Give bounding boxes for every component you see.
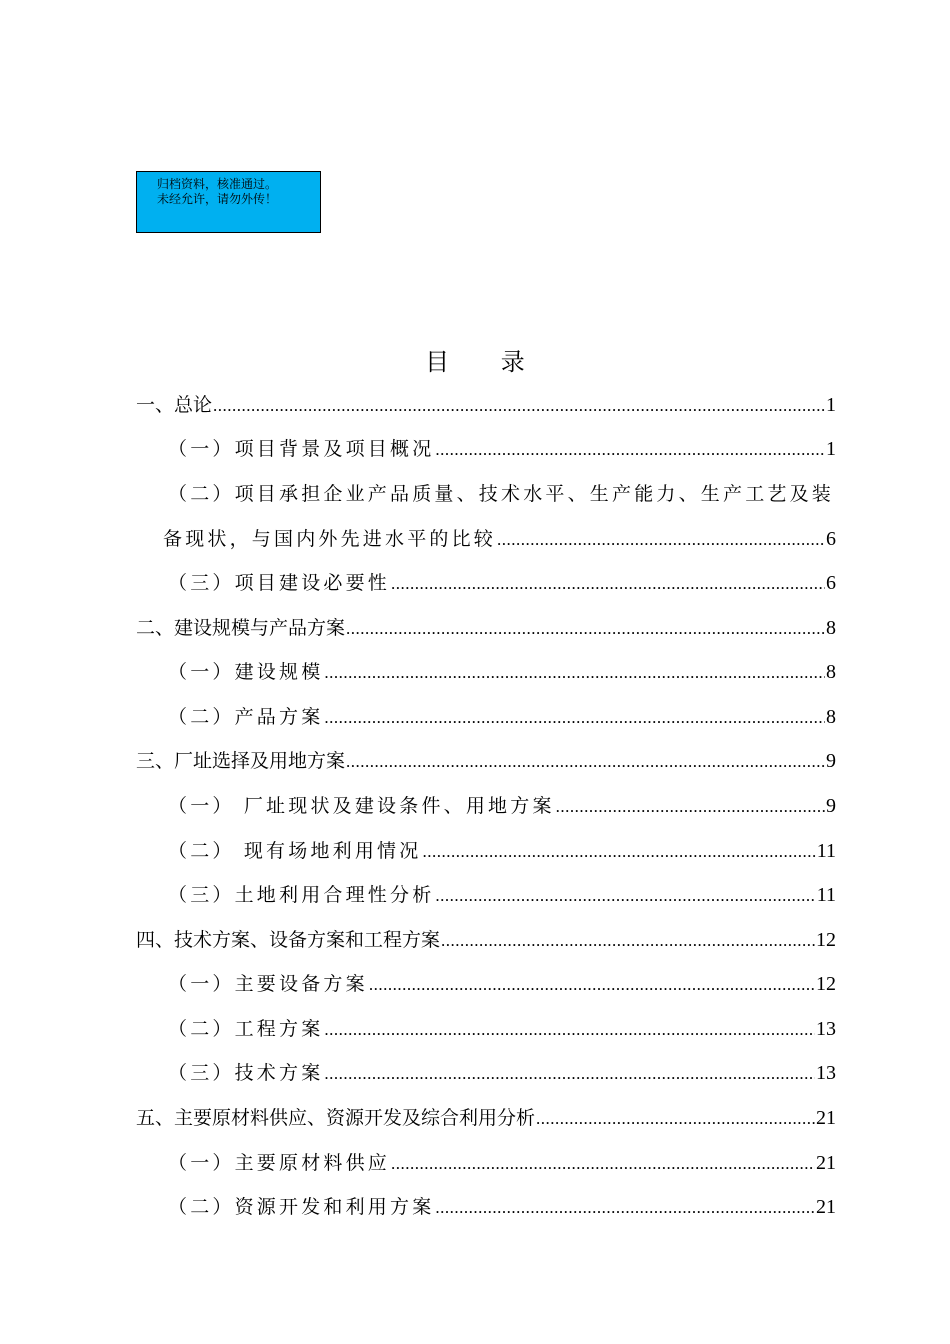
toc-leader-dots (346, 614, 825, 644)
toc-entry[interactable] (168, 657, 836, 687)
toc-entry-page: 1 (826, 394, 836, 416)
toc-entry-page: 11 (816, 840, 836, 862)
toc-entry[interactable] (168, 1058, 836, 1088)
toc-leader-dots (324, 703, 825, 733)
toc-entry-page: 12 (816, 929, 836, 951)
toc-entry-text: （二）工程方案 (168, 1018, 324, 1040)
toc-leader-dots (369, 970, 815, 1000)
archive-stamp (136, 171, 321, 233)
toc-entry[interactable] (168, 836, 836, 866)
toc-entry-text: （三）项目建设必要性 (168, 572, 391, 594)
toc-leader-dots (346, 747, 825, 777)
toc-entry-text: （二） 现有场地利用情况 (168, 840, 422, 862)
toc-entry-text: 备现状，与国内外先进水平的比较 (163, 528, 497, 550)
toc-entry-page: 12 (816, 973, 836, 995)
toc-entry[interactable] (168, 791, 836, 821)
toc-entry-page: 21 (816, 1107, 836, 1129)
toc-entry[interactable] (136, 613, 836, 643)
toc-leader-dots (435, 1193, 815, 1223)
toc-leader-dots (213, 391, 825, 421)
toc-entry-page: 9 (826, 750, 836, 772)
toc-entry-page: 6 (826, 572, 836, 594)
toc-leader-dots (391, 569, 825, 599)
toc-leader-dots (556, 792, 825, 822)
toc-entry[interactable] (168, 568, 836, 598)
toc-entry[interactable] (168, 969, 836, 999)
toc-entry-page: 8 (826, 706, 836, 728)
toc-entry-wrapped-first-line[interactable] (168, 479, 836, 509)
toc-leader-dots (536, 1104, 815, 1134)
toc-leader-dots (391, 1149, 815, 1179)
toc-entry[interactable] (168, 434, 836, 464)
toc-entry-page: 13 (816, 1018, 836, 1040)
toc-entry-text: （一） 厂址现状及建设条件、用地方案 (168, 795, 555, 817)
stamp-line-1: 归档资料，核准通过。 (157, 177, 278, 191)
toc-leader-dots (435, 881, 815, 911)
toc-leader-dots (324, 1015, 815, 1045)
toc-entry-page: 9 (826, 795, 836, 817)
toc-entry-page: 21 (816, 1196, 836, 1218)
toc-entry-page: 11 (816, 884, 836, 906)
toc-entry-page: 8 (826, 617, 836, 639)
toc-entry-page: 1 (826, 438, 836, 460)
toc-entry-text: （二）项目承担企业产品质量、技术水平、生产能力、生产工艺及装 (168, 483, 835, 505)
toc-leader-dots (441, 926, 815, 956)
toc-entry-text: （三）土地利用合理性分析 (168, 884, 435, 906)
toc-entry-text: （三）技术方案 (168, 1062, 324, 1084)
toc-entry-text: （一）主要设备方案 (168, 973, 368, 995)
toc-entry[interactable] (136, 746, 836, 776)
toc-entry-page: 21 (816, 1152, 836, 1174)
toc-entry-page: 8 (826, 661, 836, 683)
toc-entry[interactable] (136, 390, 836, 420)
toc-entry[interactable] (168, 702, 836, 732)
toc-entry-text: 二、建设规模与产品方案 (136, 617, 346, 639)
toc-leader-dots (422, 837, 815, 867)
toc-entry[interactable] (168, 1148, 836, 1178)
toc-entry-wrapped-second-line[interactable] (163, 524, 836, 554)
stamp-line-2: 未经允许，请勿外传！ (157, 192, 278, 206)
toc-entry-text: 五、主要原材料供应、资源开发及综合利用分析 (136, 1107, 536, 1129)
toc-title: 目 录 (425, 348, 547, 376)
toc-leader-dots (324, 658, 825, 688)
toc-entry-page: 6 (826, 528, 836, 550)
toc-leader-dots (497, 525, 825, 555)
toc-leader-dots (435, 435, 825, 465)
toc-entry-text: 四、技术方案、设备方案和工程方案 (136, 929, 441, 951)
toc-entry-text: （二）资源开发和利用方案 (168, 1196, 435, 1218)
toc-entry[interactable] (168, 1192, 836, 1222)
toc-entry-text: 一、总论 (136, 394, 213, 416)
toc-entry-text: （二）产品方案 (168, 706, 324, 728)
toc-entry-text: （一）项目背景及项目概况 (168, 438, 435, 460)
toc-entry[interactable] (136, 925, 836, 955)
toc-entry[interactable] (168, 1014, 836, 1044)
toc-entry[interactable] (136, 1103, 836, 1133)
toc-leader-dots (324, 1059, 815, 1089)
toc-entry-text: （一）建设规模 (168, 661, 324, 683)
toc-entry-text: 三、厂址选择及用地方案 (136, 750, 346, 772)
toc-entry[interactable] (168, 880, 836, 910)
toc-entry-text: （一）主要原材料供应 (168, 1152, 391, 1174)
toc-entry-page: 13 (816, 1062, 836, 1084)
